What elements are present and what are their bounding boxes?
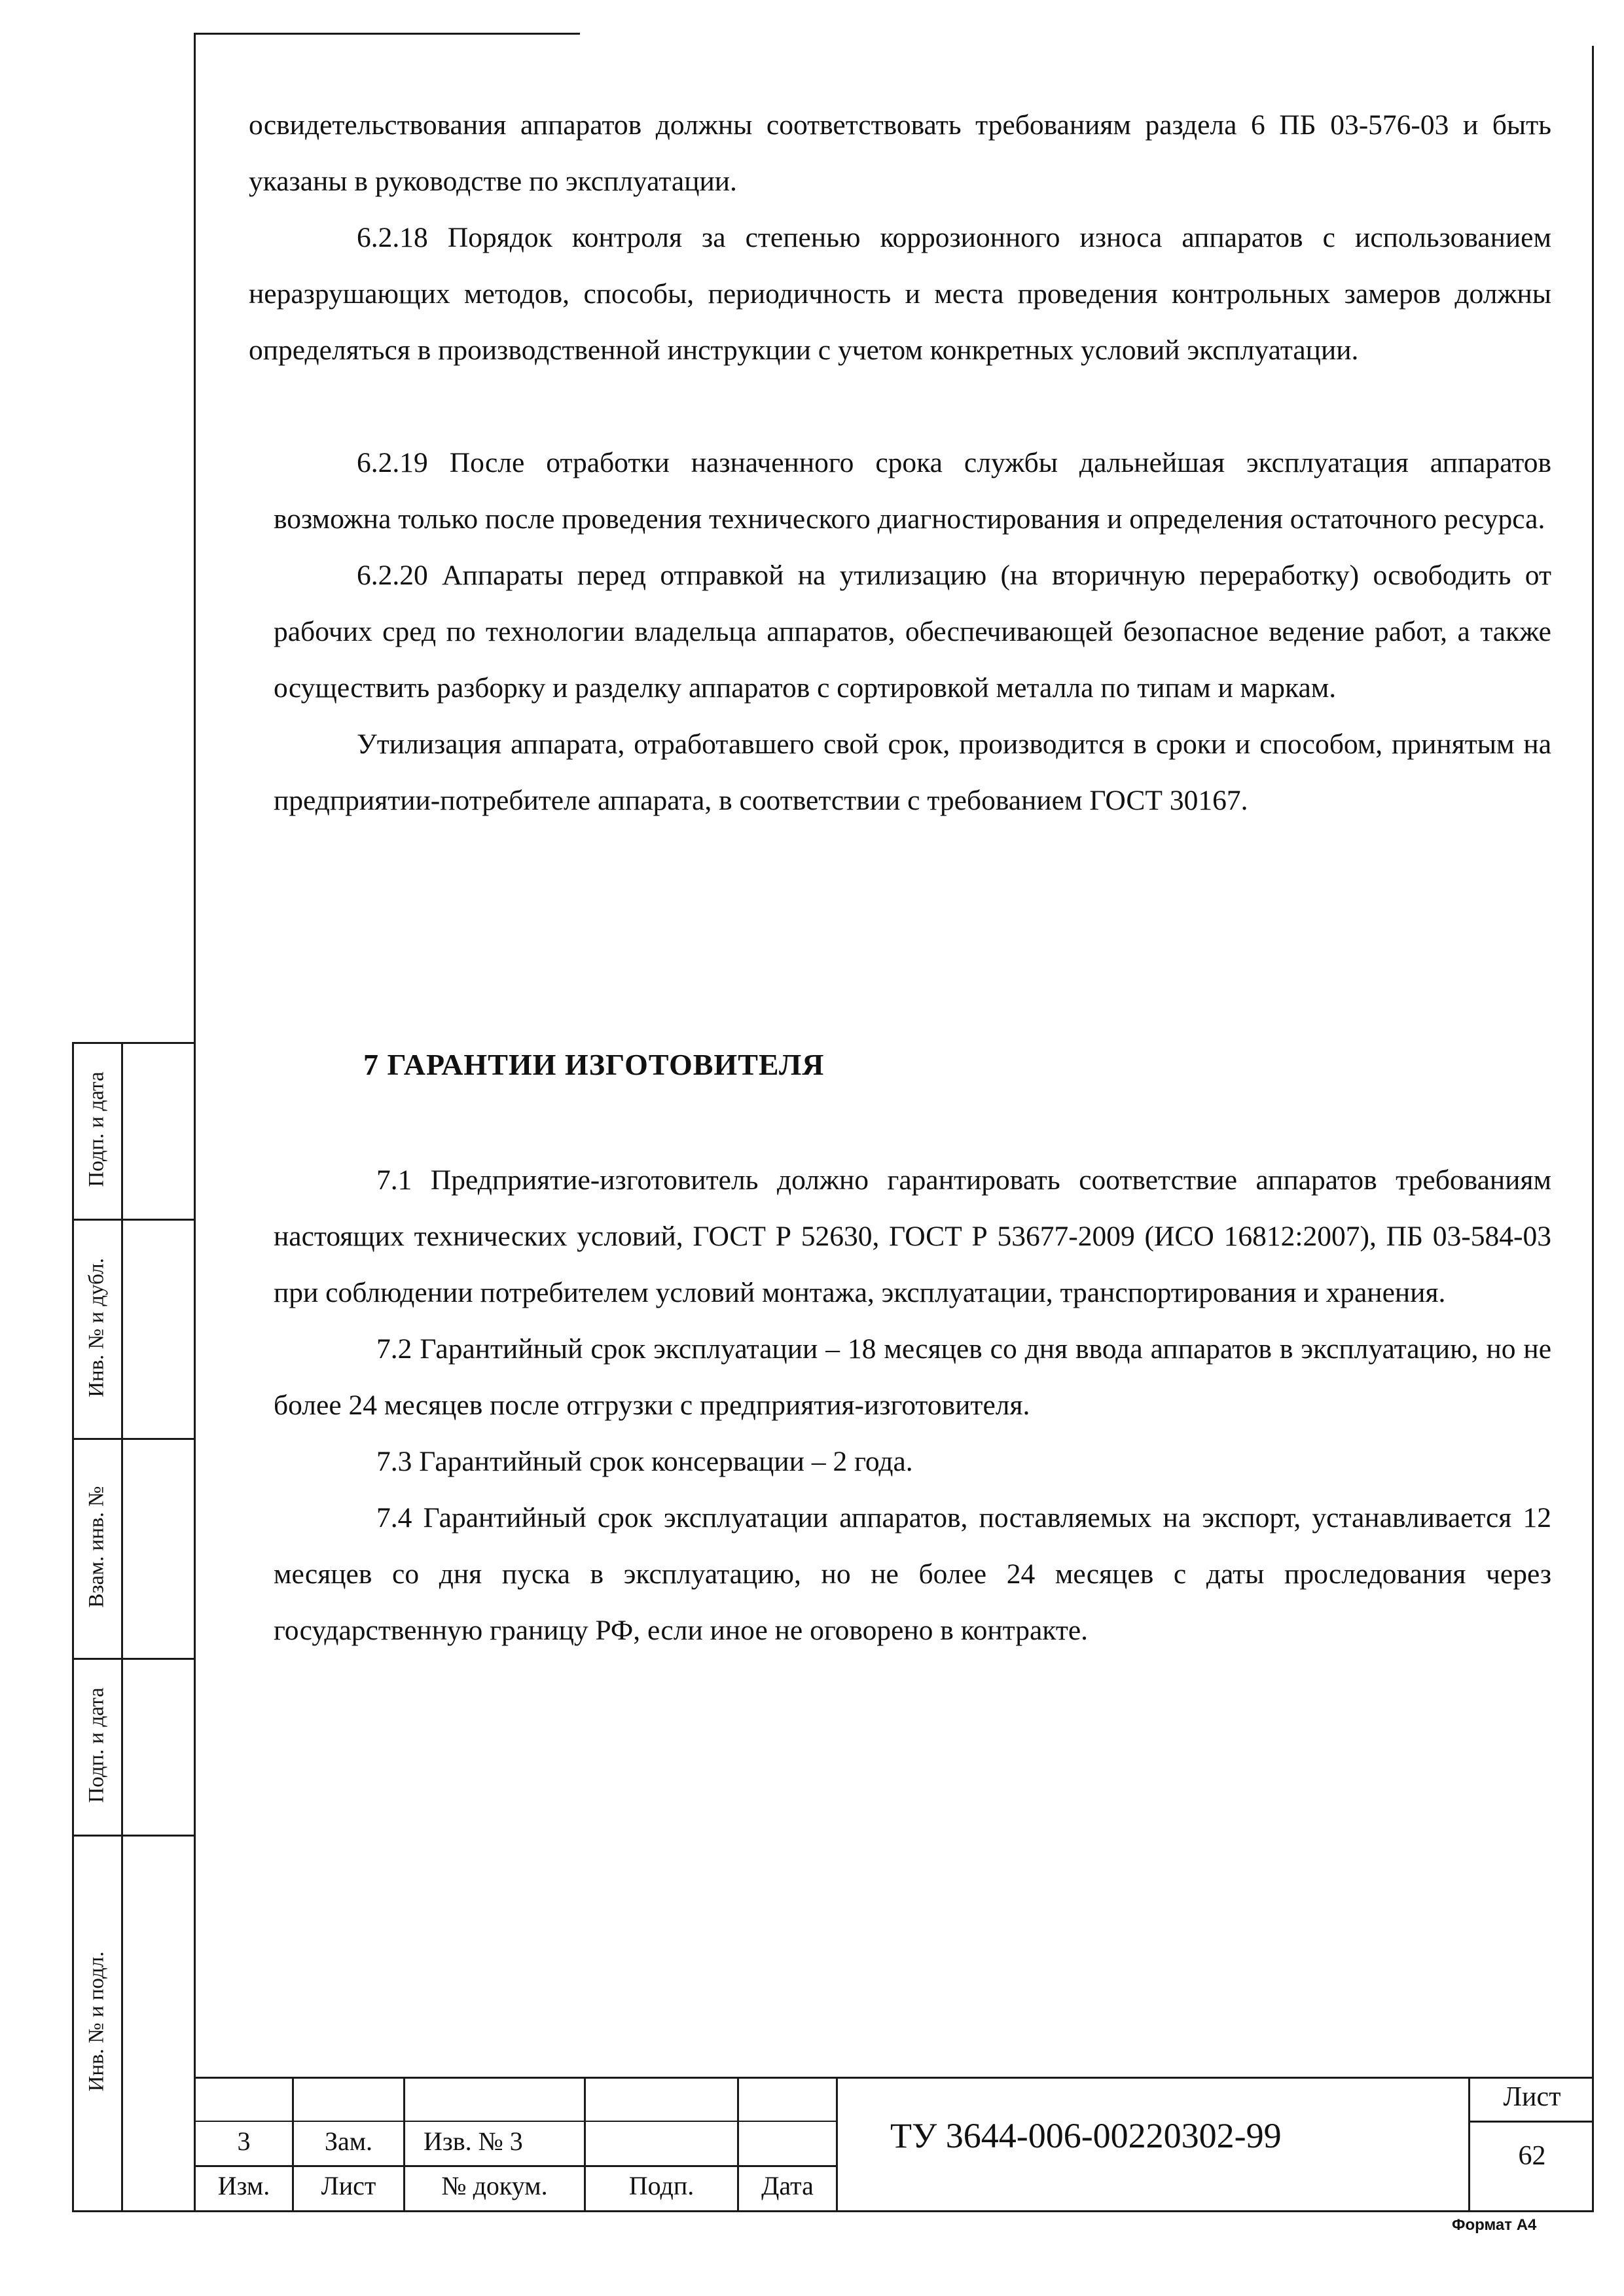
page-body — [249, 97, 1551, 378]
sheet-number: 62 — [1518, 2141, 1546, 2171]
side-label-replace-inv: Взам. инв. № — [84, 1486, 109, 1608]
stamp-sheet-divider — [1468, 2121, 1594, 2123]
document-code: ТУ 3644-006-00220302-99 — [890, 2116, 1282, 2155]
paragraph: 6.2.20 Аппараты перед отправкой на утилизацию (на вторичную переработку) освободить от рабочих сред по технологии владельца аппаратов, обеспечивающей безопасное ведение работ, а также осуществить разборку и разделку аппаратов с сортировкой металла по типам и маркам. — [274, 560, 1551, 704]
frame-bottom-line — [72, 2210, 1594, 2212]
side-stamp-divider — [72, 1438, 195, 1440]
rev-number: 3 — [237, 2126, 251, 2156]
stamp-row-line — [194, 2121, 837, 2122]
side-stamp-divider — [72, 1835, 195, 1837]
sheet-label: Лист — [1503, 2082, 1561, 2112]
paragraph: 7.3 Гарантийный срок консервации – 2 года. — [376, 1446, 913, 1477]
header-signature: Подп. — [628, 2171, 695, 2200]
paragraph: освидетельствования аппаратов должны соответствовать требованиям раздела 6 ПБ 03-576-03 и быть указаны в руководстве по эксплуатации. — [249, 109, 1551, 197]
side-label-inv-original: Инв. № и подл. — [84, 1951, 109, 2092]
side-stamp-inner-line — [121, 1042, 123, 2212]
header-date: Дата — [761, 2171, 814, 2200]
stamp-col-line — [836, 2077, 838, 2211]
header-doc-number: № докум. — [441, 2171, 548, 2200]
side-stamp-top — [72, 1042, 195, 1044]
paragraph: Утилизация аппарата, отработавшего свой срок, производится в сроки и способом, принятым на предприятии-потребителе аппарата, в соответствии с требованием ГОСТ 30167. — [274, 728, 1551, 816]
paragraph: 6.2.18 Порядок контроля за степенью коррозионного износа аппаратов с использованием неразрушающих методов, способы, периодичность и места проведения контрольных замеров должны определяться в производственной инструкции с учетом конкретных условий эксплуатации. — [249, 222, 1551, 366]
side-label-sign-date: Подп. и дата — [84, 1687, 109, 1803]
header-izm: Изм. — [217, 2171, 270, 2200]
side-label-sign-date: Подп. и дата — [84, 1071, 109, 1187]
frame-left-line — [194, 33, 196, 2212]
format-label: Формат А4 — [1452, 2216, 1537, 2234]
side-stamp-divider — [72, 1219, 195, 1221]
frame-top-line — [194, 33, 580, 35]
rev-change: Зам. — [324, 2126, 373, 2156]
page-body-3 — [274, 1152, 1551, 1659]
header-list: Лист — [321, 2171, 376, 2200]
rev-notice: Изв. № 3 — [424, 2126, 523, 2156]
frame-right-line — [1592, 46, 1594, 2212]
paragraph: 7.4 Гарантийный срок эксплуатации аппаратов, поставляемых на экспорт, устанавливается 12 месяцев со дня пуска в эксплуатацию, но не более 24 месяцев с даты проследования через государственную границу РФ, если иное не оговорено в контракте. — [274, 1502, 1551, 1646]
side-label-inv-dub: Инв. № и дубл. — [84, 1258, 109, 1397]
side-stamp-divider — [72, 1658, 195, 1660]
paragraph: 6.2.19 После отработки назначенного срока службы дальнейшая эксплуатация аппаратов возможна только после проведения технического диагностирования и определения остаточного ресурса. — [274, 447, 1551, 535]
stamp-row-line — [194, 2165, 837, 2167]
side-stamp-outer-line — [72, 1042, 74, 2212]
page-body-2 — [274, 435, 1551, 829]
paragraph: 7.1 Предприятие-изготовитель должно гарантировать соответствие аппаратов требованиям настоящих технических условий, ГОСТ Р 52630, ГОСТ Р 53677-2009 (ИСО 16812:2007), ПБ 03-584-03 при соблюдении потребителем условий монтажа, эксплуатации, транспортирования и хранения. — [274, 1164, 1551, 1308]
section-heading: 7 ГАРАНТИИ ИЗГОТОВИТЕЛЯ — [363, 1048, 825, 1081]
paragraph: 7.2 Гарантийный срок эксплуатации – 18 месяцев со дня ввода аппаратов в эксплуатацию, но не более 24 месяцев после отгрузки с предприятия-изготовителя. — [274, 1333, 1551, 1421]
